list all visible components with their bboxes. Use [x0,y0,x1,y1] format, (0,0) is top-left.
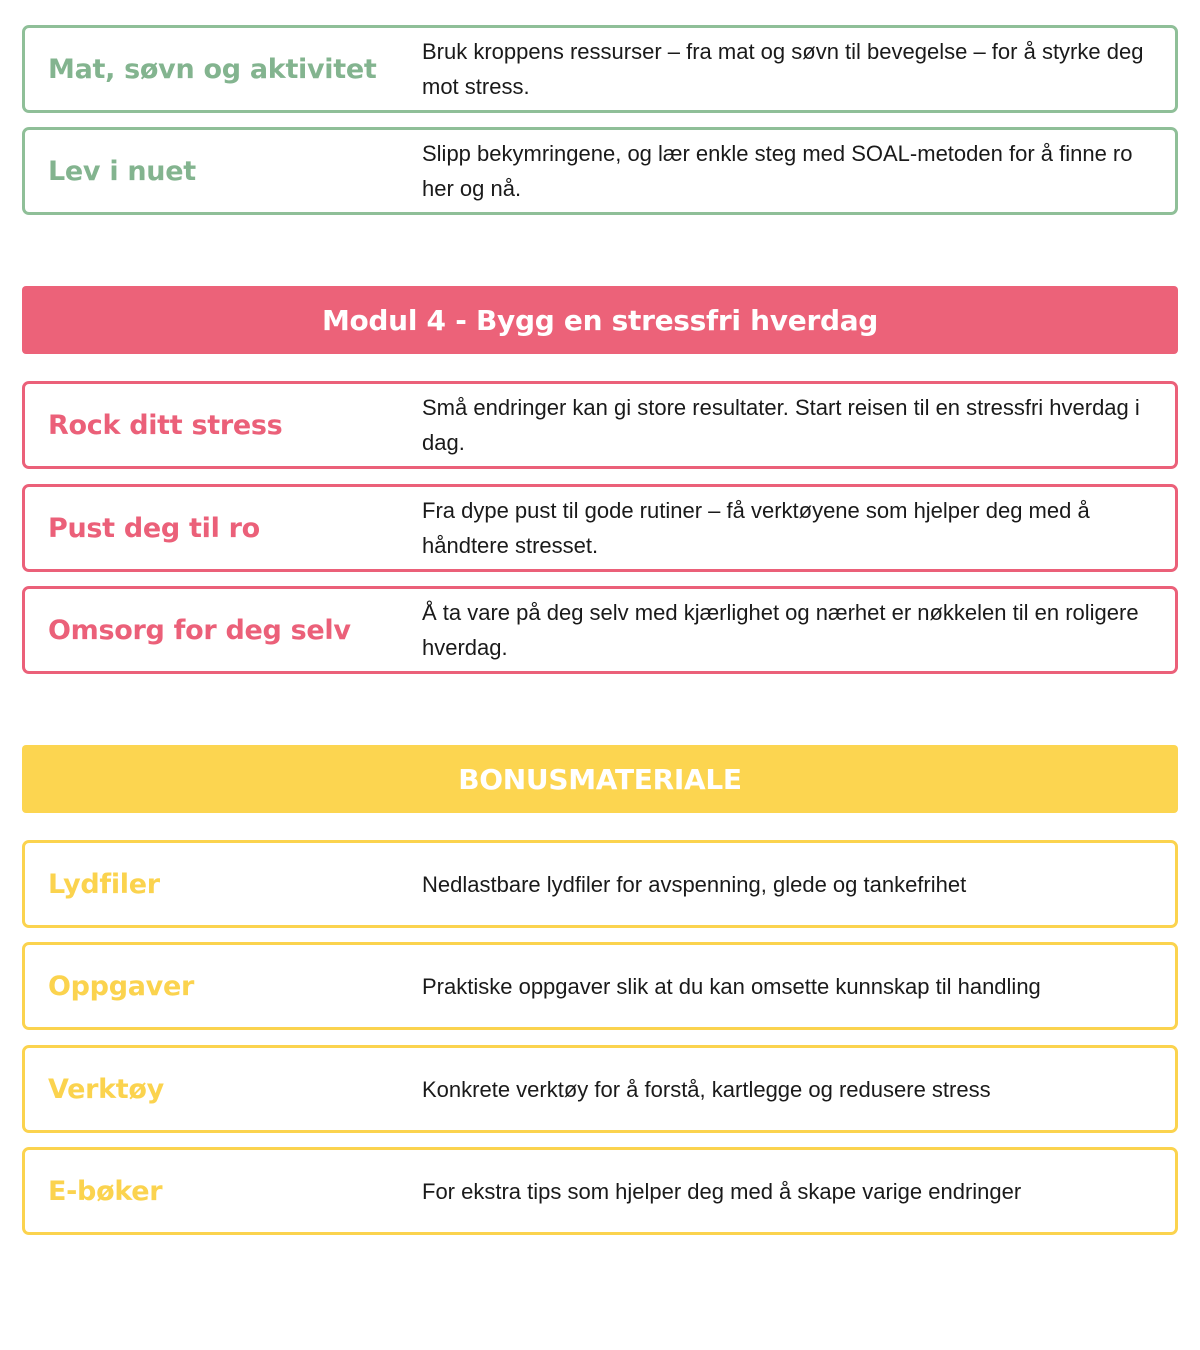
module-row [22,484,1178,572]
module-4-header: Modul 4 - Bygg en stressfri hverdag [22,286,1178,354]
module-row [22,127,1178,215]
bonus-row-description: Nedlastbare lydfiler for avspenning, glede og tankefrihet [422,871,967,897]
bonus-row-title: E-bøker [48,1175,163,1207]
module-row [22,25,1178,113]
bonus-row-description: Praktiske oppgaver slik at du kan omsette kunnskap til handling [422,973,1041,999]
bonus-row-description: For ekstra tips som hjelper deg med å skape varige endringer [422,1178,1022,1204]
module-row-title: Pust deg til ro [48,512,260,544]
module-row-title: Rock ditt stress [48,409,283,441]
module-row-description: Å ta vare på deg selv med kjærlighet og nærhet er nøkkelen til en roligere hverdag. [422,600,1139,660]
bonus-row-description: Konkrete verktøy for å forstå, kartlegge og redusere stress [422,1076,991,1102]
module-row-title: Omsorg for deg selv [48,614,351,646]
bonus-row [22,840,1178,928]
module-row-description: Fra dype pust til gode rutiner – få verktøyene som hjelper deg med å håndtere stresset. [422,498,1090,558]
module-row-title: Mat, søvn og aktivitet [48,53,377,85]
bonus-header: BONUSMATERIALE [22,745,1178,813]
module-row-title: Lev i nuet [48,155,196,187]
bonus-row-title: Verktøy [48,1073,164,1105]
module-row-description: Bruk kroppens ressurser – fra mat og søvn til bevegelse – for å styrke deg mot stress. [422,39,1144,99]
bonus-row [22,1147,1178,1235]
module-row [22,381,1178,469]
bonus-row [22,1045,1178,1133]
module-row-description: Slipp bekymringene, og lær enkle steg med SOAL-metoden for å finne ro her og nå. [422,141,1133,201]
bonus-row [22,942,1178,1030]
bonus-row-title: Oppgaver [48,970,194,1002]
module-row [22,586,1178,674]
bonus-row-title: Lydfiler [48,868,160,900]
module-row-description: Små endringer kan gi store resultater. Start reisen til en stressfri hverdag i dag. [422,395,1140,455]
